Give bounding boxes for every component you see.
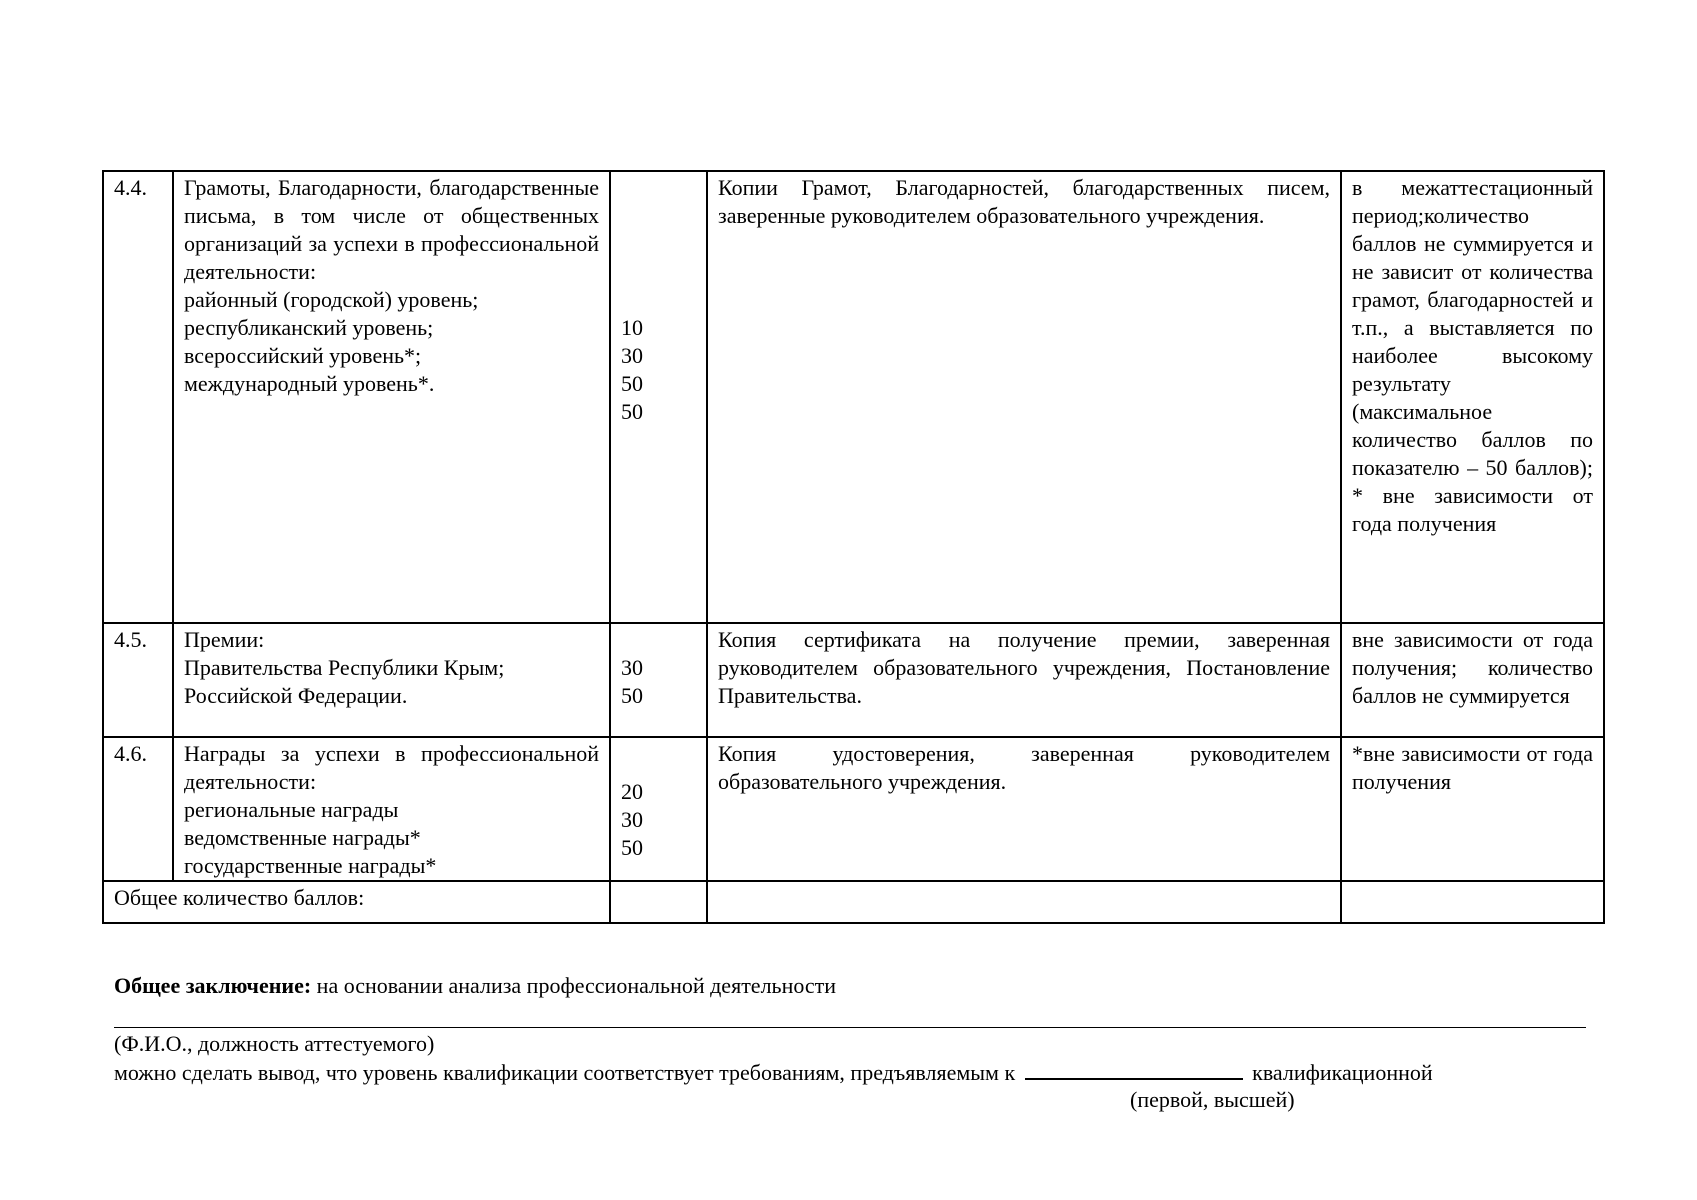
notes-cell: в межаттестационный период;количество баллов не суммируется и не зависит от количества грамот, благодарностей и т.п., а выставляется по наиболее высокому результату (максимальное количество баллов по показателю – 50 баллов); * вне зависимости от года получения: [1341, 171, 1604, 623]
table-row: [103, 171, 1604, 623]
total-score-cell: [610, 881, 707, 923]
score-value: 30: [621, 655, 643, 680]
total-documents-cell: [707, 881, 1341, 923]
category-blank: [1025, 1058, 1243, 1080]
total-row: [103, 881, 1604, 923]
documents-cell: Копия удостоверения, заверенная руководителем образовательного учреждения.: [707, 737, 1341, 881]
category-hint: (первой, высшей): [1130, 1087, 1295, 1112]
verdict-suffix: квалификационной: [1252, 1060, 1433, 1085]
criterion-intro: Грамоты, Благодарности, благодарственные письма, в том числе от общественных организаций за успехи в профессиональной деятельности:: [184, 175, 599, 284]
documents-cell: Копии Грамот, Благодарностей, благодарственных писем, заверенные руководителем образовательного учреждения.: [707, 171, 1341, 623]
score-value: 10: [621, 315, 643, 340]
level-item: региональные награды: [184, 797, 399, 822]
scores-cell: [610, 623, 707, 737]
total-label: Общее количество баллов:: [103, 881, 610, 923]
level-item: районный (городской) уровень;: [184, 287, 479, 312]
table-row: [103, 737, 1604, 881]
score-value: 20: [621, 779, 643, 804]
conclusion-line: [114, 972, 836, 1000]
criterion-cell: [173, 171, 610, 623]
fio-hint: (Ф.И.О., должность аттестуемого): [114, 1031, 435, 1056]
criterion-cell: [173, 623, 610, 737]
level-item: республиканский уровень;: [184, 315, 434, 340]
score-value: 50: [621, 399, 643, 424]
level-item: международный уровень*.: [184, 371, 435, 396]
scores-cell: [610, 171, 707, 623]
conclusion-text: на основании анализа профессиональной деятельности: [311, 973, 837, 998]
row-number: 4.4.: [103, 171, 173, 623]
score-value: 50: [621, 371, 643, 396]
total-notes-cell: [1341, 881, 1604, 923]
verdict-line: [114, 1058, 1433, 1087]
level-item: Правительства Республики Крым;: [184, 655, 505, 680]
level-item: всероссийский уровень*;: [184, 343, 422, 368]
notes-cell: *вне зависимости от года получения: [1341, 737, 1604, 881]
score-value: 50: [621, 683, 643, 708]
criterion-intro: Премии:: [184, 627, 265, 652]
verdict-text: можно сделать вывод, что уровень квалификации соответствует требованиям, предъявляемым к: [114, 1060, 1016, 1085]
table-row: [103, 623, 1604, 737]
documents-cell: Копия сертификата на получение премии, заверенная руководителем образовательного учреждения, Постановление Правительства.: [707, 623, 1341, 737]
level-item: Российской Федерации.: [184, 683, 408, 708]
score-value: 30: [621, 343, 643, 368]
conclusion-label: Общее заключение:: [114, 973, 312, 998]
scores-cell: [610, 737, 707, 881]
criterion-cell: [173, 737, 610, 881]
criteria-table: [102, 170, 1605, 924]
score-value: 30: [621, 807, 643, 832]
notes-cell: вне зависимости от года получения; количество баллов не суммируется: [1341, 623, 1604, 737]
level-item: ведомственные награды*: [184, 825, 421, 850]
criterion-intro: Награды за успехи в профессиональной деятельности:: [184, 741, 599, 794]
level-item: государственные награды*: [184, 853, 437, 878]
row-number: 4.5.: [103, 623, 173, 737]
signature-line: [114, 1027, 1586, 1028]
score-value: 50: [621, 835, 643, 860]
row-number: 4.6.: [103, 737, 173, 881]
